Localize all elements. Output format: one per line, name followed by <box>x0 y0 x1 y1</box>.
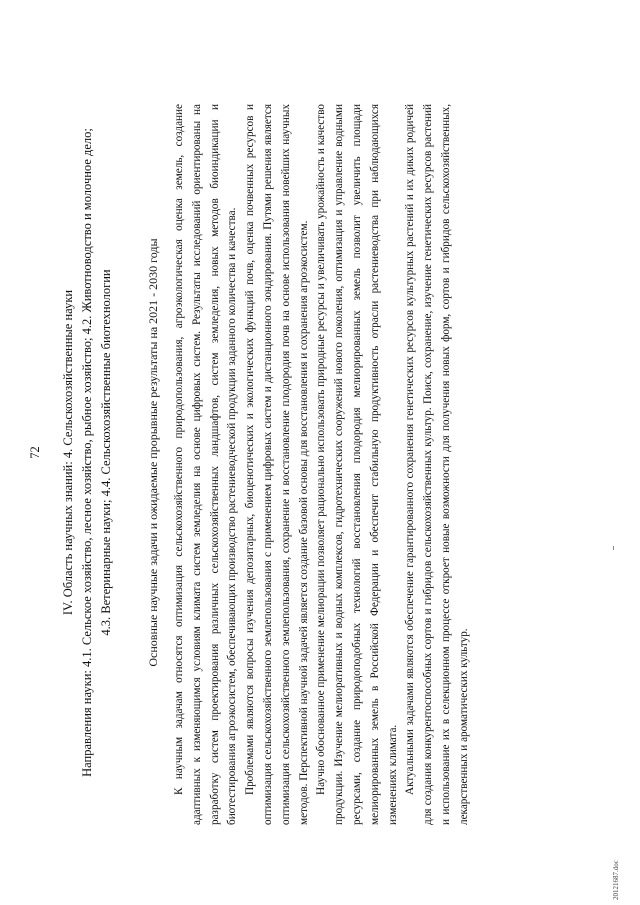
document-filename: 20121687.doc <box>612 860 620 900</box>
science-directions-line-2: 4.3. Ветеринарные науки; 4.4. Сельскохозяйственные биотехнологии <box>99 269 113 636</box>
section-heading: IV. Область научных знаний: 4. Сельскохозяйственные науки <box>61 289 75 616</box>
paragraph-scientific-tasks: К научным задачам относятся оптимизация сельскохозяйственного природопользования, агроэкологическая оценка земель, создание адаптивных к изменяющимся условиям климата систем земледелия на основе цифровых систем. Результаты исследований ориентированы на разработку систем проектирования различных сельскохозяйственных ландшафтов, систем земледелия, новых методов биоиндикации и биотестирования агроэкосистем, обеспечивающих производство растениеводческой продукции заданного количества и качества. <box>173 104 239 825</box>
tasks-subheading: Основные научные задачи и ожидаемые прорывные результаты на 2021 - 2030 годы <box>146 238 160 667</box>
paragraph-melioration: Научно обоснованное применение мелиорации позволяет рационально использовать природные ресурсы и увеличивать урожайность и качество продукции. Изучение мелиоративных и водных комплексов, гидротехнических сооружений нового поколения, оптимизация и управление водными ресурсами, создание природоподобных технологий восстановления плодородия мелиорированных земель позволит увеличить площади мелиорированных земель в Российской Федерации и обеспечит стабильную продуктивность отрасли растениеводства при наблюдающихся изменениях климата. <box>315 104 399 825</box>
page-number: 72 <box>28 446 42 459</box>
paragraph-soil-problems: Проблемами являются вопросы изучения депозитарных, биоценотических и экологических функций почв, оценка почвенных ресурсов и оптимизация сельскохозяйственного землепользования с применением цифровых систем и дистанционного зондирования. Путями решения является оптимизация сельскохозяйственного землепользования, сохранение и восстановление плодородия почв на основе использования новейших научных методов. Перспективной научной задачей является создание базовой основы для восстановления и сохранения агроэкосистем. <box>244 104 310 825</box>
scan-mark <box>613 546 614 550</box>
body-text <box>171 104 474 825</box>
paragraph-genetic-resources: Актуальными задачами являются обеспечение гарантированного сохранения генетических ресурсов культурных растений и их диких родичей для создания конкурентоспособных сортов и гибридов сельскохозяйственных культур. Поиск, сохранение, изучение генетических ресурсов растений и использование их в селекционном процессе откроет новые возможности для получения новых форм, сортов и гибридов сельскохозяйственных, лекарственных и ароматических культур. <box>404 104 470 825</box>
science-directions-line-1: Направления науки: 4.1. Сельское хозяйство, лесное хозяйство, рыбное хозяйство; 4.2. Животноводство и молочное дело; <box>80 128 94 777</box>
